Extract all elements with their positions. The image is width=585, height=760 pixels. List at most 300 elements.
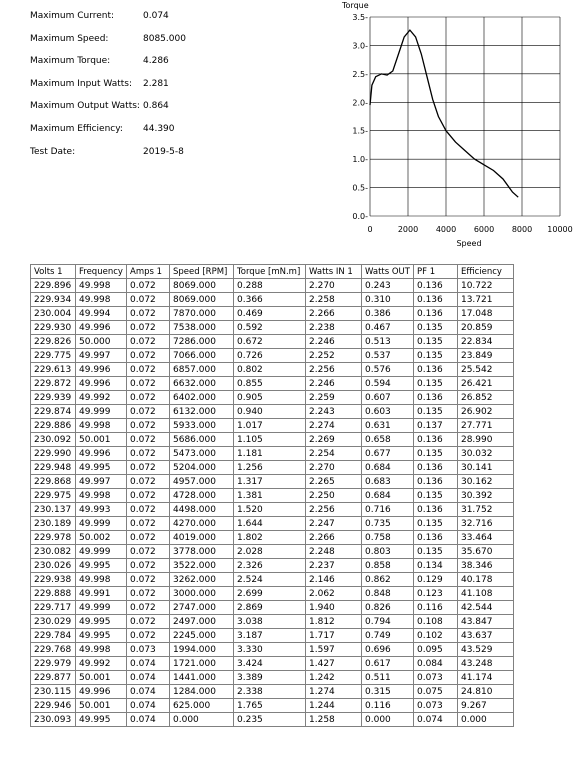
table-cell: 0.123 (413, 587, 457, 601)
table-cell: 229.946 (31, 699, 76, 713)
table-cell: 1.258 (306, 713, 362, 727)
table-cell: 1.427 (306, 657, 362, 671)
table-cell: 0.072 (127, 573, 170, 587)
table-cell: 0.134 (413, 559, 457, 573)
table-cell: 5473.000 (170, 447, 234, 461)
table-cell: 0.135 (413, 545, 457, 559)
table-cell: 0.315 (362, 685, 414, 699)
table-cell: 229.868 (31, 475, 76, 489)
table-cell: 0.072 (127, 335, 170, 349)
table-row[interactable] (31, 601, 514, 615)
table-header-row (31, 265, 514, 279)
table-cell: 1441.000 (170, 671, 234, 685)
table-cell: 0.072 (127, 433, 170, 447)
table-row[interactable] (31, 419, 514, 433)
table-cell: 0.136 (413, 279, 457, 293)
table-cell: 8069.000 (170, 279, 234, 293)
table-cell: 0.075 (413, 685, 457, 699)
table-cell: 2.274 (306, 419, 362, 433)
table-cell: 0.072 (127, 279, 170, 293)
table-cell: 0.617 (362, 657, 414, 671)
chart-y-tick-label: 1.5- (352, 126, 368, 136)
table-cell: 0.072 (127, 531, 170, 545)
table-cell: 3.187 (234, 629, 306, 643)
table-cell: 1.717 (306, 629, 362, 643)
chart-y-tick-label: 0.0- (352, 212, 368, 221)
table-cell: 30.162 (457, 475, 513, 489)
table-cell: 0.513 (362, 335, 414, 349)
table-cell: 49.996 (76, 447, 127, 461)
summary-label: Maximum Current: (30, 11, 115, 21)
table-cell: 49.998 (76, 643, 127, 657)
table-cell: 50.002 (76, 531, 127, 545)
table-cell: 6632.000 (170, 377, 234, 391)
table-cell: 0.288 (234, 279, 306, 293)
table-cell: 25.542 (457, 363, 513, 377)
table-cell: 0.136 (413, 391, 457, 405)
table-cell: 0.136 (413, 307, 457, 321)
table-cell: 2.246 (306, 335, 362, 349)
summary-label: Maximum Efficiency: (30, 123, 123, 134)
table-cell: 0.136 (413, 531, 457, 545)
table-cell: 2.269 (306, 433, 362, 447)
table-cell: 0.072 (127, 615, 170, 629)
table-cell: 49.996 (76, 685, 127, 699)
table-cell: 0.135 (413, 405, 457, 419)
summary-value: 0.864 (143, 101, 169, 112)
table-cell: 0.386 (362, 307, 414, 321)
table-cell: 6857.000 (170, 363, 234, 377)
table-cell: 3.330 (234, 643, 306, 657)
table-cell: 0.000 (457, 713, 513, 727)
table-cell: 17.048 (457, 307, 513, 321)
table-cell: 1.644 (234, 517, 306, 531)
table-cell: 0.243 (362, 279, 414, 293)
table-cell: 0.129 (413, 573, 457, 587)
table-cell: 0.072 (127, 321, 170, 335)
table-cell: 50.001 (76, 671, 127, 685)
table-cell: 0.135 (413, 517, 457, 531)
table-cell: 2.338 (234, 685, 306, 699)
column-header[interactable]: Efficiency (457, 265, 513, 279)
table-cell: 0.072 (127, 405, 170, 419)
chart-x-tick-label: 10000 (547, 225, 573, 234)
table-cell: 0.137 (413, 419, 457, 433)
summary-label: Maximum Output Watts: (30, 101, 140, 112)
table-cell: 1.520 (234, 503, 306, 517)
chart-x-tick-label: 8000 (511, 225, 533, 234)
table-cell: 0.136 (413, 461, 457, 475)
table-cell: 229.990 (31, 447, 76, 461)
summary-value: 0.074 (143, 11, 169, 21)
table-cell: 1.381 (234, 489, 306, 503)
table-cell: 0.108 (413, 615, 457, 629)
table-cell: 33.464 (457, 531, 513, 545)
chart-title: Torque (342, 1, 369, 10)
table-cell: 229.979 (31, 657, 76, 671)
table-cell: 0.074 (127, 713, 170, 727)
table-cell: 49.997 (76, 349, 127, 363)
table-cell: 0.696 (362, 643, 414, 657)
table-cell: 0.074 (413, 713, 457, 727)
chart-y-tick-label: 2.0- (352, 98, 368, 108)
table-cell: 49.995 (76, 713, 127, 727)
table-cell: 0.658 (362, 433, 414, 447)
table-cell: 43.847 (457, 615, 513, 629)
table-cell: 5204.000 (170, 461, 234, 475)
table-cell: 0.905 (234, 391, 306, 405)
table-cell: 2.326 (234, 559, 306, 573)
table-cell: 230.093 (31, 713, 76, 727)
table-cell: 31.752 (457, 503, 513, 517)
table-cell: 2.256 (306, 363, 362, 377)
table-cell: 0.826 (362, 601, 414, 615)
table-cell: 2.062 (306, 587, 362, 601)
table-cell: 3.389 (234, 671, 306, 685)
table-cell: 0.855 (234, 377, 306, 391)
table-cell: 0.366 (234, 293, 306, 307)
table-cell: 22.834 (457, 335, 513, 349)
table-cell: 0.135 (413, 377, 457, 391)
table-cell: 49.998 (76, 293, 127, 307)
table-cell: 35.670 (457, 545, 513, 559)
table-cell: 6132.000 (170, 405, 234, 419)
table-cell: 1.256 (234, 461, 306, 475)
table-row[interactable] (31, 671, 514, 685)
table-cell: 28.990 (457, 433, 513, 447)
table-cell: 0.136 (413, 293, 457, 307)
table-cell: 7286.000 (170, 335, 234, 349)
table-cell: 49.993 (76, 503, 127, 517)
table-cell: 2.237 (306, 559, 362, 573)
table-cell: 7538.000 (170, 321, 234, 335)
summary-label: Test Date: (30, 146, 76, 157)
table-cell: 0.135 (413, 349, 457, 363)
table-cell: 2.238 (306, 321, 362, 335)
column-header[interactable]: Frequency (76, 265, 127, 279)
table-row[interactable] (31, 615, 514, 629)
table-cell: 50.000 (76, 335, 127, 349)
table-cell: 0.072 (127, 489, 170, 503)
column-header[interactable]: Watts IN 1 (306, 265, 362, 279)
table-cell: 0.116 (413, 601, 457, 615)
table-cell: 3262.000 (170, 573, 234, 587)
table-cell: 2.270 (306, 461, 362, 475)
table-cell: 229.978 (31, 531, 76, 545)
table-cell: 0.135 (413, 335, 457, 349)
table-cell: 0.072 (127, 629, 170, 643)
table-cell: 229.717 (31, 601, 76, 615)
table-cell: 0.073 (413, 671, 457, 685)
table-cell: 20.859 (457, 321, 513, 335)
chart-y-tick-label: 3.0- (352, 41, 368, 51)
table-cell: 0.848 (362, 587, 414, 601)
table-cell: 0.074 (127, 685, 170, 699)
table-cell: 0.684 (362, 461, 414, 475)
table-cell: 0.072 (127, 307, 170, 321)
table-cell: 0.072 (127, 461, 170, 475)
table-cell: 0.576 (362, 363, 414, 377)
table-cell: 2.254 (306, 447, 362, 461)
table-cell: 0.072 (127, 517, 170, 531)
table-cell: 0.136 (413, 475, 457, 489)
table-cell: 42.544 (457, 601, 513, 615)
table-cell: 2.259 (306, 391, 362, 405)
table-cell: 3.424 (234, 657, 306, 671)
table-cell: 0.136 (413, 503, 457, 517)
table-row[interactable] (31, 587, 514, 601)
table-cell: 3.038 (234, 615, 306, 629)
table-cell: 1.274 (306, 685, 362, 699)
summary-value: 2.281 (143, 78, 169, 89)
table-cell: 43.248 (457, 657, 513, 671)
table-cell: 30.141 (457, 461, 513, 475)
table-cell: 43.637 (457, 629, 513, 643)
table-cell: 0.074 (127, 657, 170, 671)
table-cell: 0.136 (413, 363, 457, 377)
table-row[interactable] (31, 391, 514, 405)
table-cell: 0.072 (127, 447, 170, 461)
table-cell: 9.267 (457, 699, 513, 713)
chart-series-line (370, 30, 518, 197)
table-cell: 2.266 (306, 307, 362, 321)
table-cell: 38.346 (457, 559, 513, 573)
table-cell: 230.137 (31, 503, 76, 517)
table-cell: 230.029 (31, 615, 76, 629)
table-cell: 2.247 (306, 517, 362, 531)
table-row[interactable] (31, 699, 514, 713)
table-row[interactable] (31, 531, 514, 545)
table-row[interactable] (31, 503, 514, 517)
table-cell: 2.252 (306, 349, 362, 363)
table-cell: 49.992 (76, 657, 127, 671)
table-cell: 0.072 (127, 545, 170, 559)
table-cell: 7066.000 (170, 349, 234, 363)
table-cell: 0.310 (362, 293, 414, 307)
table-cell: 230.189 (31, 517, 76, 531)
table-row[interactable] (31, 363, 514, 377)
table-cell: 49.995 (76, 629, 127, 643)
table-cell: 0.511 (362, 671, 414, 685)
table-row[interactable] (31, 685, 514, 699)
table-cell: 7870.000 (170, 307, 234, 321)
table-cell: 43.529 (457, 643, 513, 657)
table-cell: 49.996 (76, 377, 127, 391)
table-cell: 49.996 (76, 321, 127, 335)
table-cell: 230.004 (31, 307, 76, 321)
summary-value: 4.286 (143, 56, 169, 67)
table-cell: 0.072 (127, 475, 170, 489)
table-row[interactable] (31, 545, 514, 559)
column-header[interactable]: Amps 1 (127, 265, 170, 279)
table-cell: 30.032 (457, 447, 513, 461)
column-header[interactable]: Torque [mN.m] (234, 265, 306, 279)
table-cell: 2.028 (234, 545, 306, 559)
table-cell: 0.858 (362, 559, 414, 573)
table-cell: 49.996 (76, 363, 127, 377)
table-cell: 0.136 (413, 433, 457, 447)
table-cell: 229.934 (31, 293, 76, 307)
table-row[interactable] (31, 559, 514, 573)
table-cell: 30.392 (457, 489, 513, 503)
table-row[interactable] (31, 335, 514, 349)
table-cell: 229.613 (31, 363, 76, 377)
table-cell: 4498.000 (170, 503, 234, 517)
table-cell: 2.699 (234, 587, 306, 601)
table-cell: 49.992 (76, 391, 127, 405)
table-cell: 1721.000 (170, 657, 234, 671)
table-cell: 229.948 (31, 461, 76, 475)
column-header[interactable]: PF 1 (413, 265, 457, 279)
chart-y-tick-label: 3.5- (352, 13, 368, 22)
table-row[interactable] (31, 377, 514, 391)
table-row[interactable] (31, 475, 514, 489)
table-cell: 1994.000 (170, 643, 234, 657)
table-cell: 229.930 (31, 321, 76, 335)
table-cell: 2.524 (234, 573, 306, 587)
table-row[interactable] (31, 517, 514, 531)
table-cell: 1.765 (234, 699, 306, 713)
table-row[interactable] (31, 279, 514, 293)
summary-value: 44.390 (143, 123, 175, 134)
table-cell: 0.073 (413, 699, 457, 713)
table-row[interactable] (31, 307, 514, 321)
table-cell: 229.872 (31, 377, 76, 391)
table-cell: 0.074 (127, 699, 170, 713)
summary-label: Maximum Torque: (30, 56, 111, 67)
table-cell: 2.258 (306, 293, 362, 307)
table-cell: 0.072 (127, 559, 170, 573)
table-cell: 230.082 (31, 545, 76, 559)
table-cell: 0.084 (413, 657, 457, 671)
table-cell: 1.181 (234, 447, 306, 461)
table-row[interactable] (31, 713, 514, 727)
table-row[interactable] (31, 405, 514, 419)
table-row[interactable] (31, 447, 514, 461)
table-cell: 230.115 (31, 685, 76, 699)
table-row[interactable] (31, 573, 514, 587)
summary-label: Maximum Input Watts: (30, 78, 132, 89)
table-row[interactable] (31, 489, 514, 503)
table-cell: 0.592 (234, 321, 306, 335)
table-cell: 2497.000 (170, 615, 234, 629)
table-cell: 0.135 (413, 489, 457, 503)
table-cell: 0.631 (362, 419, 414, 433)
table-cell: 24.810 (457, 685, 513, 699)
chart-x-tick-label: 6000 (473, 225, 495, 234)
table-cell: 1.317 (234, 475, 306, 489)
table-row[interactable] (31, 629, 514, 643)
table-row[interactable] (31, 349, 514, 363)
table-cell: 41.174 (457, 671, 513, 685)
table-cell: 0.794 (362, 615, 414, 629)
table-cell: 2.265 (306, 475, 362, 489)
table-row[interactable] (31, 657, 514, 671)
table-cell: 0.735 (362, 517, 414, 531)
table-cell: 229.888 (31, 587, 76, 601)
chart-y-tick-label: 2.5- (352, 69, 368, 79)
table-cell: 50.001 (76, 433, 127, 447)
table-cell: 0.594 (362, 377, 414, 391)
table-cell: 0.116 (362, 699, 414, 713)
table-cell: 0.716 (362, 503, 414, 517)
table-cell: 230.092 (31, 433, 76, 447)
table-cell: 2747.000 (170, 601, 234, 615)
table-cell: 1.940 (306, 601, 362, 615)
column-header[interactable]: Volts 1 (31, 265, 76, 279)
table-cell: 40.178 (457, 573, 513, 587)
table-cell: 0.072 (127, 419, 170, 433)
table-cell: 0.749 (362, 629, 414, 643)
table-cell: 49.995 (76, 615, 127, 629)
table-cell: 1.017 (234, 419, 306, 433)
column-header[interactable]: Watts OUT (362, 265, 414, 279)
column-header[interactable]: Speed [RPM] (170, 265, 234, 279)
table-cell: 0.537 (362, 349, 414, 363)
table-cell: 2.270 (306, 279, 362, 293)
table-cell: 5686.000 (170, 433, 234, 447)
summary-label: Maximum Speed: (30, 33, 109, 44)
table-cell: 3778.000 (170, 545, 234, 559)
table-cell: 0.000 (170, 713, 234, 727)
table-cell: 229.775 (31, 349, 76, 363)
table-cell: 0.072 (127, 601, 170, 615)
table-cell: 0.683 (362, 475, 414, 489)
table-cell: 49.999 (76, 601, 127, 615)
table-row[interactable] (31, 321, 514, 335)
table-cell: 0.102 (413, 629, 457, 643)
table-cell: 8069.000 (170, 293, 234, 307)
table-row[interactable] (31, 293, 514, 307)
table-cell: 49.998 (76, 489, 127, 503)
table-cell: 6402.000 (170, 391, 234, 405)
table-cell: 0.607 (362, 391, 414, 405)
table-cell: 0.469 (234, 307, 306, 321)
table-cell: 0.073 (127, 643, 170, 657)
table-cell: 49.999 (76, 517, 127, 531)
table-cell: 1.244 (306, 699, 362, 713)
table-cell: 4019.000 (170, 531, 234, 545)
summary-value: 2019-5-8 (143, 146, 184, 157)
table-cell: 13.721 (457, 293, 513, 307)
table-cell: 2.146 (306, 573, 362, 587)
table-cell: 229.874 (31, 405, 76, 419)
chart-y-tick-label: 1.0- (352, 155, 368, 165)
table-row[interactable] (31, 643, 514, 657)
chart-x-tick-label: 0 (367, 225, 373, 234)
table-cell: 0.072 (127, 293, 170, 307)
table-cell: 2.256 (306, 503, 362, 517)
table-cell: 26.902 (457, 405, 513, 419)
table-cell: 2.243 (306, 405, 362, 419)
table-cell: 49.998 (76, 279, 127, 293)
chart-grid (370, 17, 560, 216)
table-cell: 230.026 (31, 559, 76, 573)
chart-y-tick-label: 0.5- (352, 183, 368, 193)
table-cell: 50.001 (76, 699, 127, 713)
torque-speed-chart (330, 0, 585, 262)
table-cell: 5933.000 (170, 419, 234, 433)
table-row[interactable] (31, 461, 514, 475)
table-row[interactable] (31, 433, 514, 447)
table-cell: 26.421 (457, 377, 513, 391)
table-cell: 229.768 (31, 643, 76, 657)
table-cell: 0.672 (234, 335, 306, 349)
table-cell: 0.072 (127, 349, 170, 363)
table-cell: 0.802 (234, 363, 306, 377)
table-cell: 49.999 (76, 405, 127, 419)
data-table (30, 264, 514, 727)
